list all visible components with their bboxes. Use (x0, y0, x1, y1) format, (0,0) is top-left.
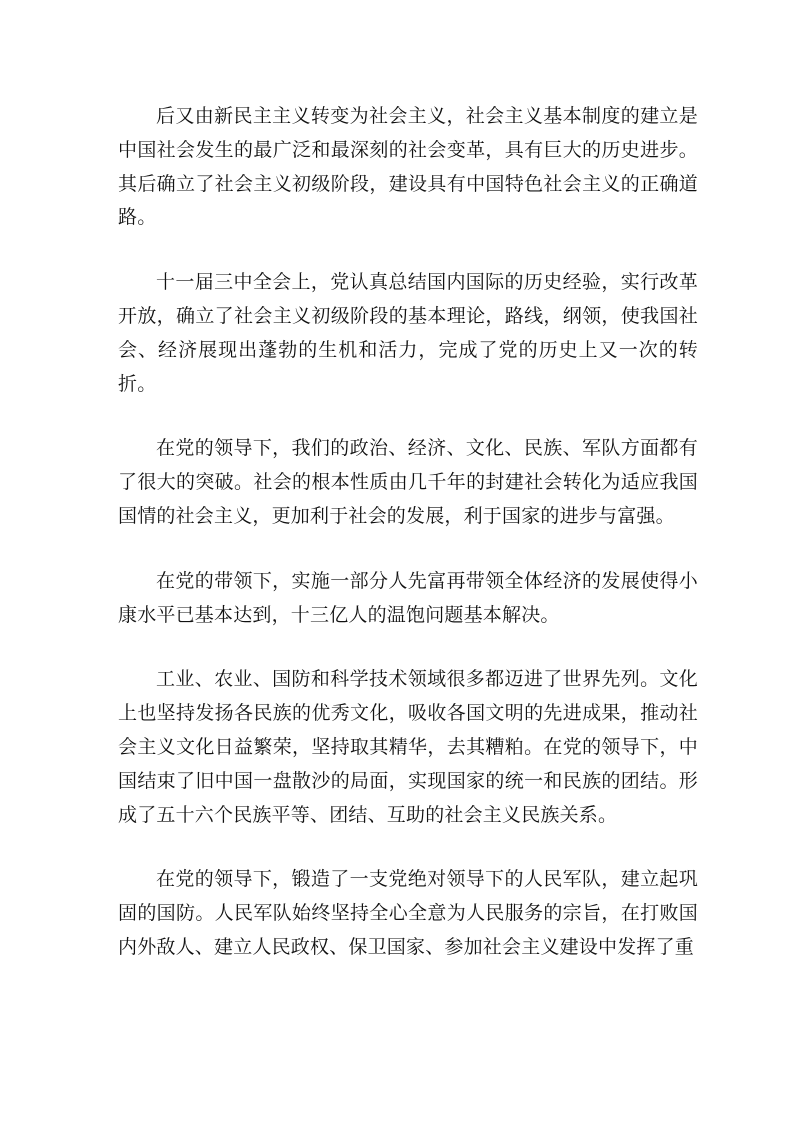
paragraph-2: 十一届三中全会上，党认真总结国内国际的历史经验，实行改革开放，确立了社会主义初级阶段的基本理论，路线，纲领，使我国社会、经济展现出蓬勃的生机和活力，完成了党的历史上又一次的转折。 (118, 271, 698, 395)
paragraph-1: 后又由新民主主义转变为社会主义，社会主义基本制度的建立是中国社会发生的最广泛和最深刻的社会变革，具有巨大的历史进步。其后确立了社会主义初级阶段，建设具有中国特色社会主义的正确道路。 (118, 105, 698, 229)
paragraph-3: 在党的领导下，我们的政治、经济、文化、民族、军队方面都有了很大的突破。社会的根本性质由几千年的封建社会转化为适应我国国情的社会主义，更加利于社会的发展，利于国家的进步与富强。 (118, 437, 698, 527)
paragraph-4: 在党的带领下，实施一部分人先富再带领全体经济的发展使得小康水平已基本达到，十三亿人的温饱问题基本解决。 (118, 569, 698, 626)
paragraph-6: 在党的领导下，锻造了一支党绝对领导下的人民军队，建立起巩固的国防。人民军队始终坚持全心全意为人民服务的宗旨，在打败国内外敌人、建立人民政权、保卫国家、参加社会主义建设中发挥了重 (118, 868, 698, 958)
paragraph-5: 工业、农业、国防和科学技术领域很多都迈进了世界先列。文化上也坚持发扬各民族的优秀文化，吸收各国文明的先进成果，推动社会主义文化日益繁荣，坚持取其精华，去其糟粕。在党的领导下，中国结束了旧中国一盘散沙的局面，实现国家的统一和民族的团结。形成了五十六个民族平等、团结、互助的社会主义民族关系。 (118, 668, 698, 826)
document-body (118, 100, 698, 996)
